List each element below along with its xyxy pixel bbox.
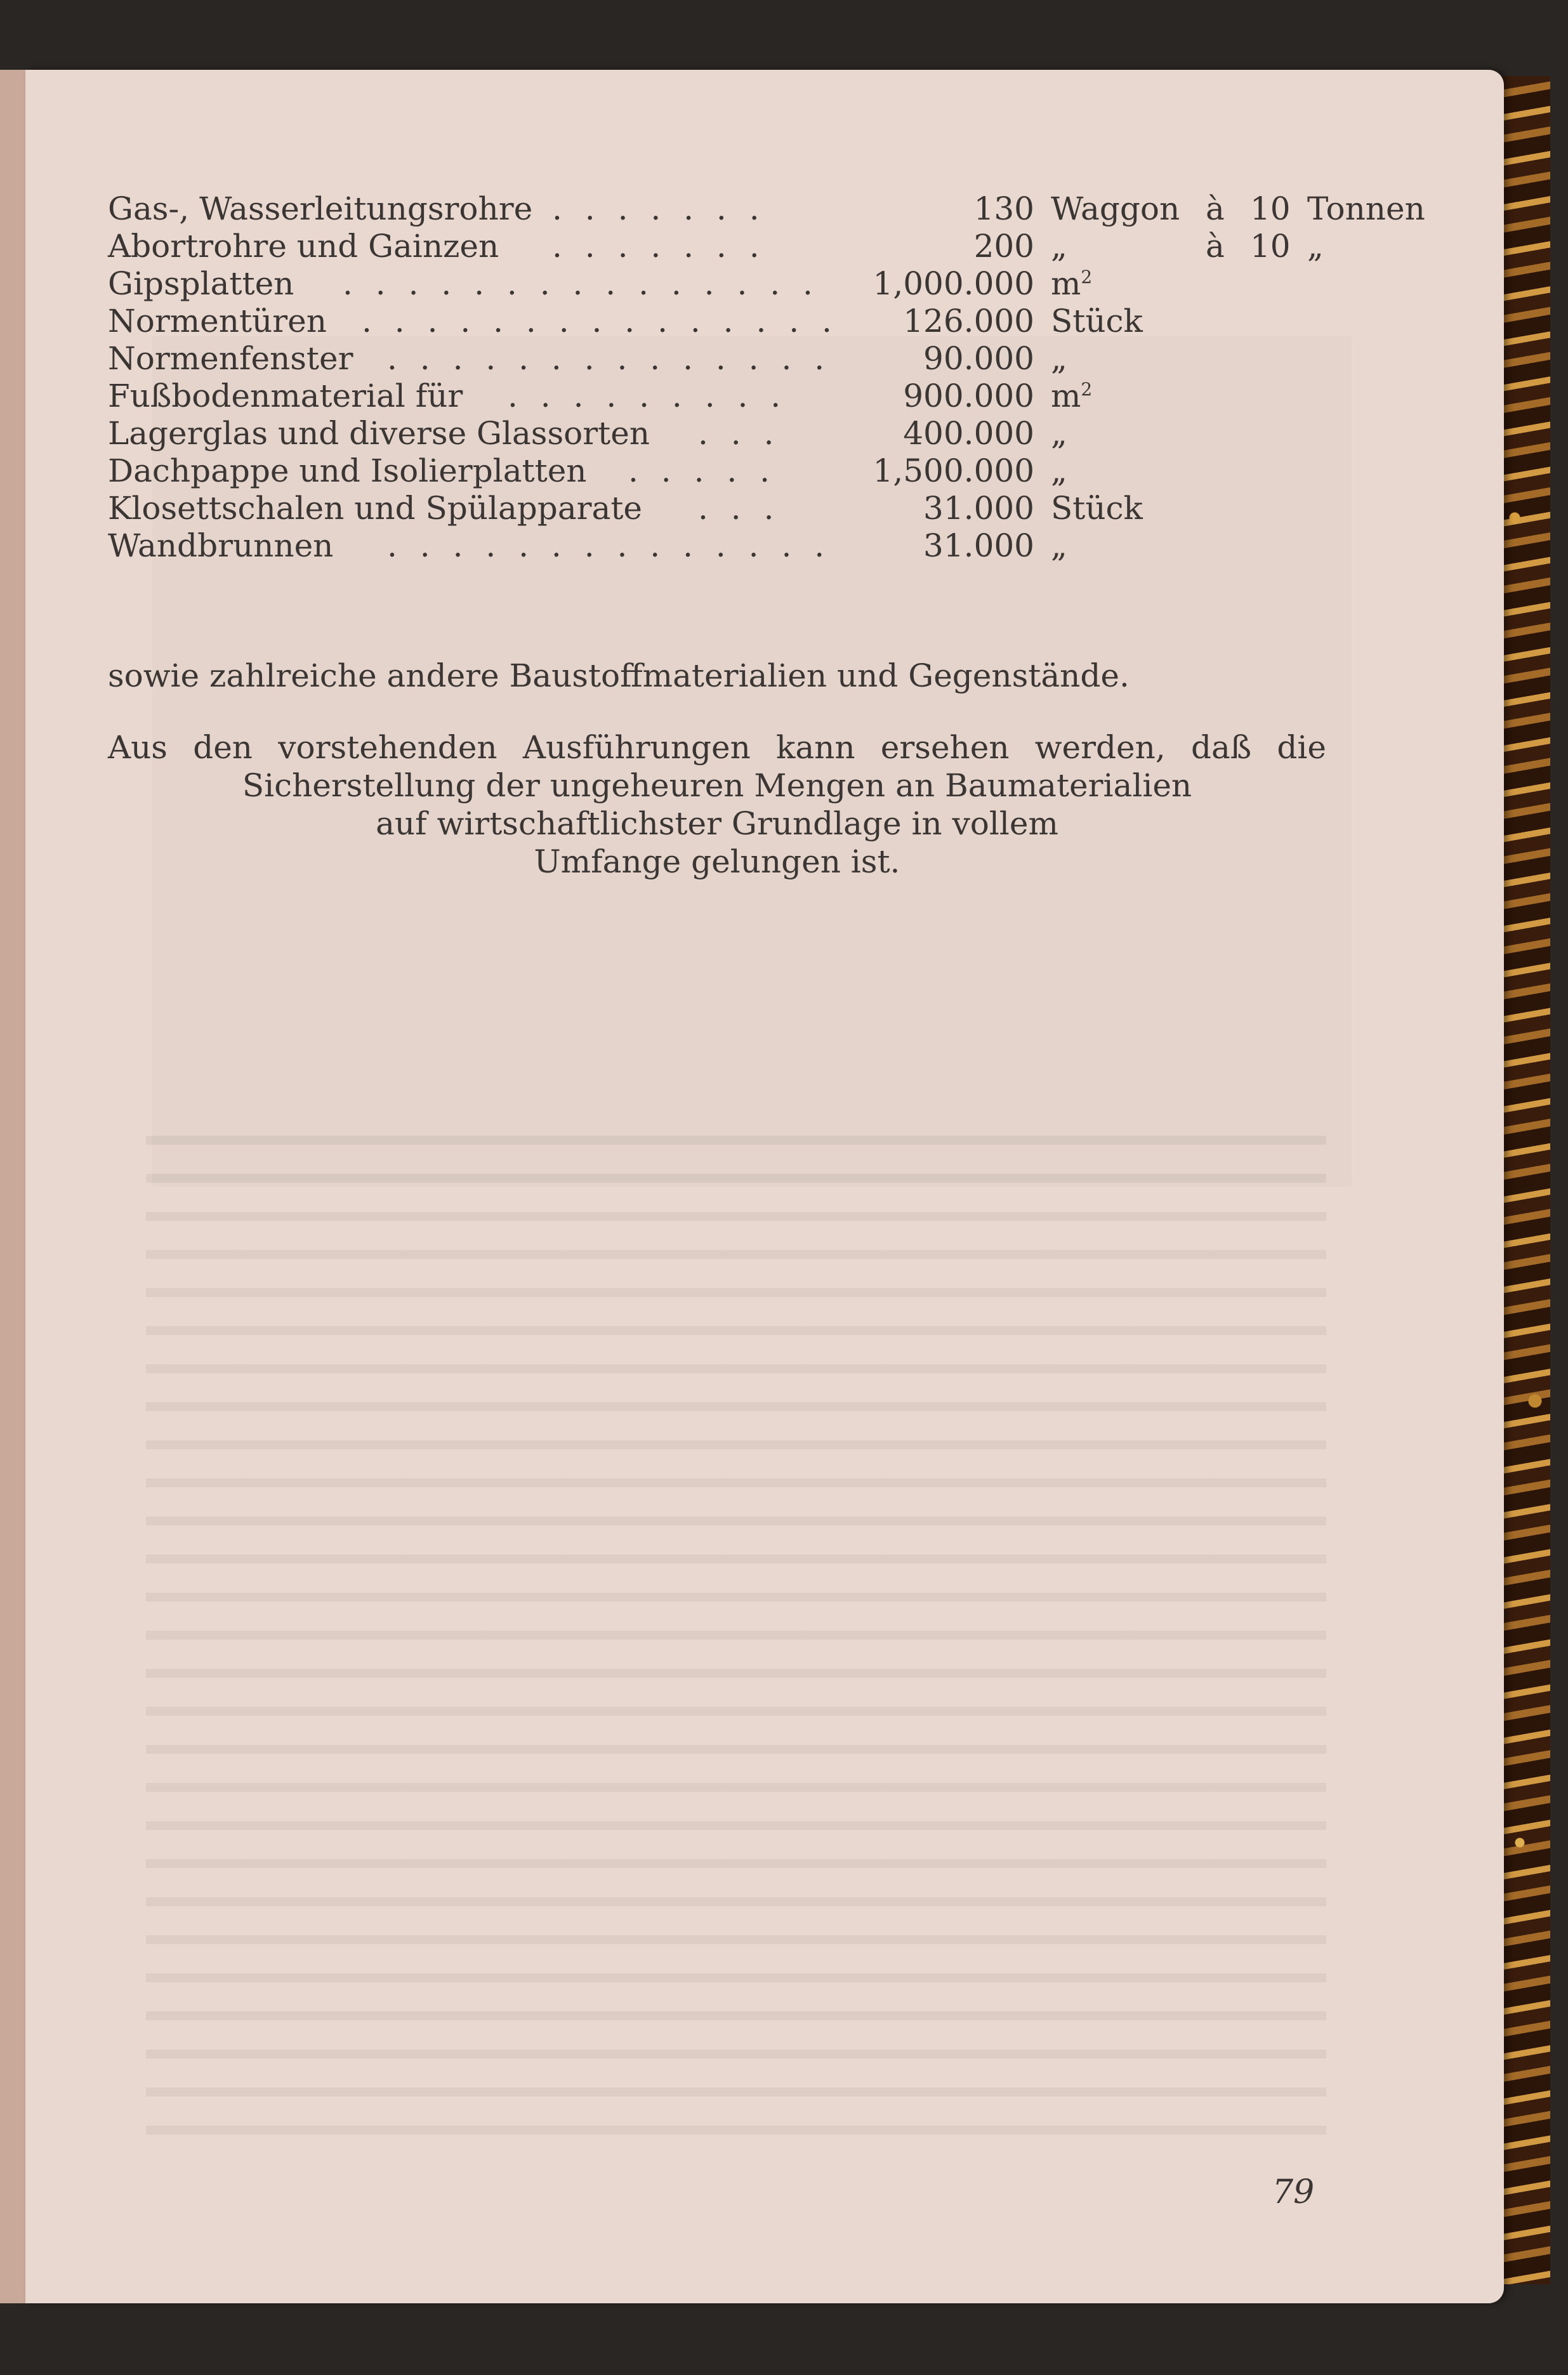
list-item [108, 303, 1352, 340]
material-quantity: 130 [973, 190, 1034, 227]
material-unit: Stück [1051, 490, 1143, 527]
material-quantity: 31.000 [923, 490, 1034, 527]
material-label: Gipsplatten [108, 265, 294, 302]
superscript-2: 2 [1081, 266, 1093, 287]
other-materials-line: sowie zahlreiche andere Baustoffmaterialien und Gegenstände. [108, 657, 1130, 694]
closing-line-3: auf wirtschaftlichster Grundlage in vollem [376, 805, 1058, 842]
material-unit: „ [1051, 228, 1067, 265]
material-quantity: 400.000 [903, 415, 1034, 452]
list-item [108, 190, 1425, 228]
material-label: Abortrohre und Gainzen [108, 228, 499, 265]
material-quantity: 1,000.000 [873, 265, 1034, 302]
leader-dots: . . . . . . . . . . . . . . . [362, 303, 838, 339]
list-item [108, 452, 1352, 490]
material-quantity: 90.000 [923, 340, 1034, 377]
material-unit: $m^2$ [1051, 265, 1093, 302]
list-item [108, 527, 1352, 565]
materials-list [108, 190, 1425, 565]
leader-dots: . . . [698, 415, 781, 452]
material-label: Normentüren [108, 303, 327, 339]
unit-rate-value: 10 [1250, 228, 1291, 265]
material-unit: „ [1051, 527, 1067, 564]
material-quantity: 900.000 [903, 378, 1034, 414]
material-label: Klosettschalen und Spülapparate [108, 490, 643, 527]
leader-dots: . . . . . . . . . . . . . . . [343, 265, 819, 302]
list-item [108, 228, 1352, 265]
material-quantity: 200 [973, 228, 1034, 265]
page-number: 79 [1272, 2173, 1315, 2211]
leader-dots: . . . . . [628, 452, 777, 489]
material-label: Normenfenster [108, 340, 353, 377]
material-label: Fußbodenmaterial für [108, 378, 463, 414]
marbled-cover-edge [1498, 76, 1550, 2284]
unit-rate-prefix: à [1206, 190, 1225, 227]
list-item [108, 378, 1352, 415]
leader-dots: . . . . . . . [552, 228, 766, 265]
closing-line-2: Sicherstellung der ungeheuren Mengen an Baumaterialien [242, 767, 1192, 804]
material-unit: „ [1051, 452, 1067, 489]
closing-line-1: Aus den vorstehenden Ausführungen kann ersehen werden, daß die [108, 729, 1326, 766]
leader-dots: . . . . . . . [552, 190, 766, 227]
superscript-2: 2 [1081, 379, 1093, 400]
material-unit: $m^2$ [1051, 378, 1093, 414]
material-label: Lagerglas und diverse Glassorten [108, 415, 650, 452]
previous-page-edge [0, 70, 28, 2303]
unit-rate-value: 10 [1250, 190, 1291, 227]
bleed-through-text [146, 1136, 1326, 2151]
unit-rate-unit: „ [1307, 228, 1324, 265]
list-item [108, 265, 1352, 303]
unit-rate-unit: Tonnen [1307, 190, 1425, 227]
unit-rate-prefix: à [1206, 228, 1225, 265]
material-quantity: 31.000 [923, 527, 1034, 564]
list-item [108, 340, 1352, 378]
material-unit: „ [1051, 415, 1067, 452]
material-label: Gas-, Wasserleitungsrohre [108, 190, 533, 227]
material-quantity: 1,500.000 [873, 452, 1034, 489]
leader-dots: . . . [698, 490, 781, 527]
material-unit: Stück [1051, 303, 1143, 339]
material-unit: „ [1051, 340, 1067, 377]
list-item [108, 415, 1352, 452]
list-item [108, 490, 1352, 527]
material-label: Dachpappe und Isolierplatten [108, 452, 587, 489]
material-unit: Waggon [1051, 190, 1180, 227]
leader-dots: . . . . . . . . . . . . . . [387, 340, 831, 377]
closing-line-4: Umfange gelungen ist. [534, 843, 900, 880]
closing-paragraph [108, 728, 1326, 881]
material-quantity: 126.000 [903, 303, 1034, 339]
material-label: Wandbrunnen [108, 527, 334, 564]
leader-dots: . . . . . . . . . . . . . . [387, 527, 831, 564]
leader-dots: . . . . . . . . . [508, 378, 787, 414]
